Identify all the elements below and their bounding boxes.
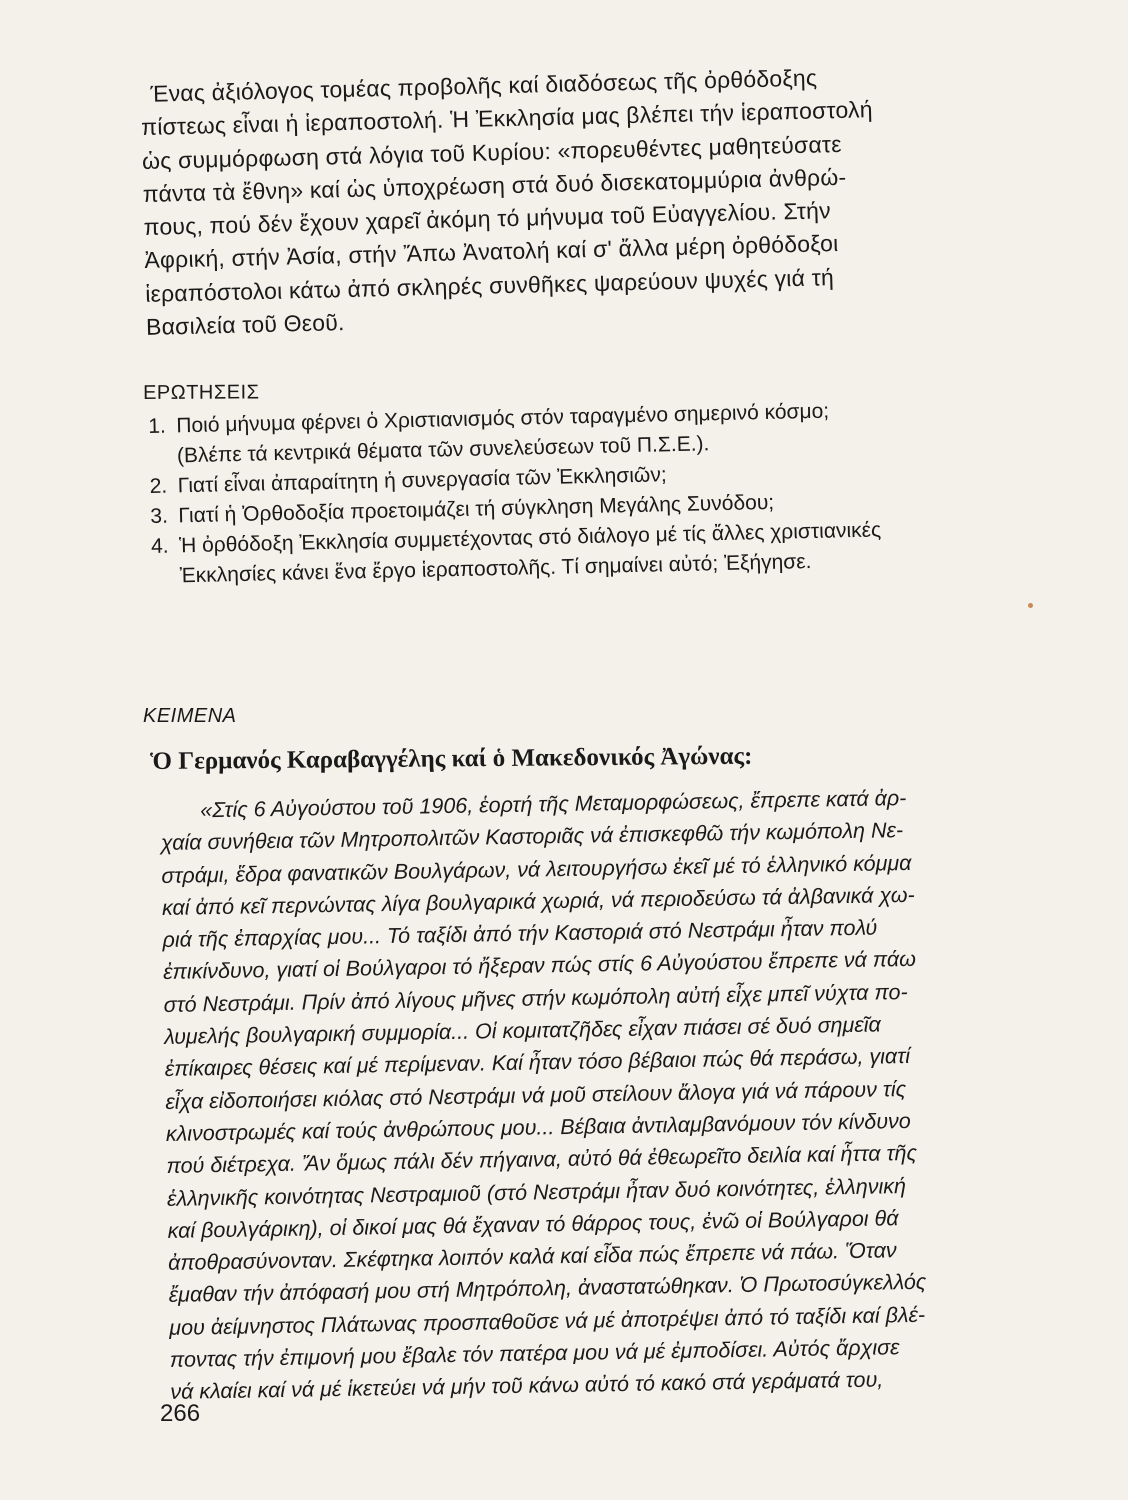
paragraph-line: Βασιλεία τοῦ Θεοῦ. <box>145 309 345 340</box>
quote-line: καί βουλγάρικη), οἱ δικοί μας θά ἔχαναν τό θάρρος τους, ἐνῶ οἱ Βούλγαροι θά <box>167 1206 899 1243</box>
quote-line: ἐπίκαιρες θέσεις καί μέ περίμεναν. Καί ἦταν τόσο βέβαιοι πώς θά περάσω, γιατί <box>164 1044 911 1082</box>
paragraph-line: ὡς συμμόρφωση στά λόγια τοῦ Κυρίου: «πορευθέντες μαθητεύσατε <box>141 130 842 174</box>
question-text: Γιατί εἶναι ἀπαραίτητη ἡ συνεργασία τῶν Ἐκκλησιῶν; <box>177 463 667 498</box>
quote-line: κλινοστρωμές καί τούς ἀνθρώπους μου... Βέβαια ἀντιλαμβανόμουν τόν κίνδυνο <box>165 1108 911 1146</box>
paragraph-line: Ένας ἀξιόλογος τομέας προβολῆς καί διαδόσεως τῆς ὀρθόδοξης <box>150 64 818 107</box>
quote-line: ἀποθρασύνονταν. Σκέφτηκα λοιπόν καλά καί εἶδα πώς ἔπρεπε νά πάω. Ὅταν <box>167 1238 897 1276</box>
quote-line: ἑλληνικῆς κοινότητας Νεστραμιοῦ (στό Νεστράμι ἦταν δυό κοινότητες, ἑλληνική <box>166 1173 907 1211</box>
quote-line: μου ἀείμνηστος Πλάτωνας προσπαθοῦσε νά μέ ἀποτρέψει ἀπό τό ταξίδι καί βλέ- <box>169 1302 926 1340</box>
paragraph-line: ἱεραπόστολοι κάτω ἀπό σκληρές συνθῆκες ψαρεύουν ψυχές γιά τή <box>144 263 835 307</box>
question-continuation: Ἐκκλησίες κάνει ἕνα ἔργο ἱεραποστολῆς. Τί σημαίνει αὐτό; Ἐξήγησε. <box>179 549 812 588</box>
paragraph-line: Ἀφρική, στήν Ἀσία, στήν Ἄπω Ἀνατολή καί σ' ἄλλα μέρη ὀρθόδοξοι <box>144 230 839 274</box>
paragraph-line: πους, πού δέν ἔχουν χαρεῖ ἀκόμη τό μήνυμα τοῦ Εὐαγγελίου. Στήν <box>143 197 832 241</box>
questions-list <box>148 392 1012 591</box>
quote-line: «Στίς 6 Αὐγούστου τοῦ 1906, ἑορτή τῆς Μεταμορφώσεως, ἔπρεπε κατά ἀρ- <box>200 785 907 823</box>
quote-line: πού διέτρεχα. Ἄν ὅμως πάλι δέν πήγαινα, αὐτό θά ἐθεωρεῖτο δειλία καί ἧττα τῆς <box>166 1141 918 1179</box>
quote-line: στό Νεστράμι. Πρίν ἀπό λίγους μῆνες στήν κωμόπολη αὐτή εἶχε μπεῖ νύχτα πο- <box>163 979 908 1017</box>
page-number: 266 <box>160 1400 201 1427</box>
question-text: Ἡ ὀρθόδοξη Ἐκκλησία συμμετέχοντας στό διάλογο μέ τίς ἄλλες χριστιανικές <box>178 518 882 558</box>
quote-line: ἐπικίνδυνο, γιατί οἱ Βούλγαροι τό ἤξεραν πώς στίς 6 Αὐγούστου ἔπρεπε νά πάω <box>162 947 917 985</box>
quoted-text <box>160 780 1031 1409</box>
quote-line: ριά τῆς ἐπαρχίας μου... Τό ταξίδι ἀπό τήν Καστοριά στό Νεστράμι ἦταν πολύ <box>162 915 878 953</box>
question-number: 1. <box>148 414 167 438</box>
section-title: Ὁ Γερμανός Καραβαγγέλης καί ὁ Μακεδονικός Ἀγώνας: <box>150 742 753 775</box>
question-text: Ποιό μήνυμα φέρνει ὁ Χριστιανισμός στόν ταραγμένο σημερινό κόσμο; <box>176 399 830 438</box>
print-speck <box>1028 603 1033 608</box>
quote-line: στράμι, ἕδρα φανατικῶν Βουλγάρων, νά λειτουργήσω ἐκεῖ μέ τό ἑλληνικό κόμμα <box>161 850 912 888</box>
quote-line: εἶχα εἰδοποιήσει κιόλας στό Νεστράμι νά μοῦ στείλουν ἄλογα γιά νά πάρουν τίς <box>165 1076 907 1114</box>
texts-heading: ΚΕΙΜΕΝΑ <box>143 705 237 727</box>
quote-line: νά κλαίει καί νά μέ ἱκετεύει νά μήν τοῦ κάνω αὐτό τό κακό στά γεράματά του, <box>170 1367 884 1405</box>
paragraph-line: πίστεως εἶναι ἡ ἱεραποστολή. Ἡ Ἐκκλησία μας βλέπει τήν ἱεραποστολή <box>140 96 873 141</box>
paragraph-line: πάντα τὰ ἔθνη» καί ὡς ὑποχρέωση στά δυό δισεκατομμύρια ἀνθρώ- <box>142 163 847 207</box>
quote-line: καί ἀπό κεῖ περνώντας λίγα βουλγαρικά χωριά, νά περιοδεύσω τά ἀλβανικά χω- <box>161 882 915 920</box>
questions-heading: ΕΡΩΤΗΣΕΙΣ <box>143 381 260 404</box>
quote-line: ἔμαθαν τήν ἀπόφασή μου στή Μητρόπολη, ἀναστατώθηκαν. Ὁ Πρωτοσύγκελλός <box>168 1270 927 1308</box>
question-text: Γιατί ἡ Ὀρθοδοξία προετοιμάζει τή σύγκληση Μεγάλης Συνόδου; <box>178 490 775 528</box>
quote-line: λυμελής βουλγαρική συμμορία... Οἱ κομιτατζῆδες εἶχαν πιάσει σέ δυό σημεῖα <box>164 1012 881 1050</box>
quote-line: χαία συνήθεια τῶν Μητροπολιτῶν Καστοριᾶς νά ἐπισκεφθῶ τήν κωμόπολη Νε- <box>160 818 904 856</box>
intro-paragraph <box>140 57 1016 345</box>
question-number: 4. <box>150 534 169 558</box>
question-number: 3. <box>150 504 169 528</box>
question-number: 2. <box>149 474 168 498</box>
quote-line: ποντας τήν ἐπιμονή μου ἔβαλε τόν πατέρα μου νά μέ ἐμποδίσει. Αὐτός ἄρχισε <box>169 1335 900 1372</box>
question-continuation: (Βλέπε τά κεντρικά θέματα τῶν συνελεύσεων τοῦ Π.Σ.Ε.). <box>176 432 710 468</box>
